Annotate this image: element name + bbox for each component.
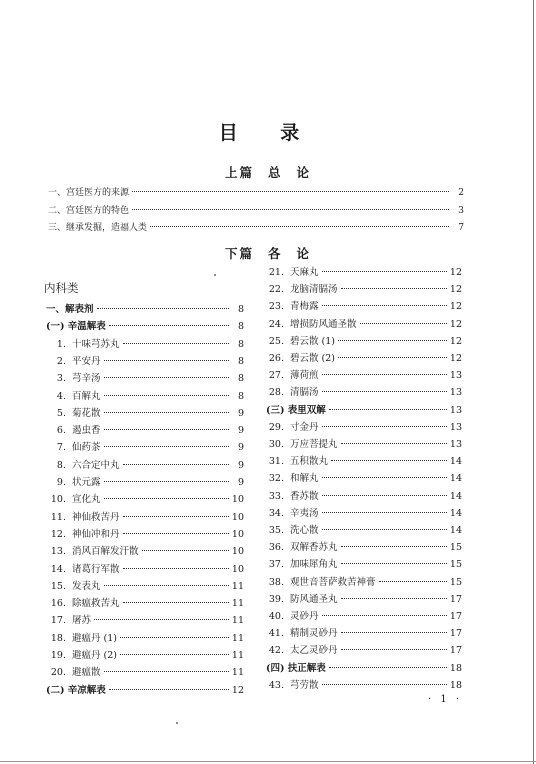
entry-page: 8: [237, 304, 244, 315]
dot-leader: [104, 429, 229, 430]
entry-number: 30.: [268, 439, 284, 450]
entry-label: 消风百解发汗散: [72, 546, 139, 558]
entry-page: 12: [449, 318, 462, 330]
entry-label: 发表丸: [72, 580, 101, 592]
entry-page: 8: [237, 373, 244, 385]
upper-heading-part: 上篇: [224, 165, 254, 180]
entry-label: (四) 扶正解表: [266, 662, 326, 674]
dot-leader: [341, 598, 447, 599]
entry-page: 12: [231, 684, 244, 696]
toc-entry: [268, 541, 462, 555]
dot-leader: [322, 495, 447, 496]
toc-entry: [46, 684, 244, 698]
dot-leader: [322, 477, 447, 478]
entry-number: 7.: [56, 442, 66, 454]
dot-leader: [379, 581, 447, 582]
dot-leader: [322, 271, 447, 272]
entry-number: 21.: [268, 267, 284, 278]
entry-number: 15.: [50, 580, 66, 592]
entry-number: 36.: [268, 542, 284, 554]
entry-label: 二、宫廷医方的特色: [48, 205, 130, 216]
dot-leader: [104, 481, 229, 482]
entry-page: 17: [449, 645, 462, 657]
entry-label: 太乙灵砂丹: [290, 645, 338, 657]
toc-entry: [50, 424, 244, 438]
entry-label: 避瘟丹 (2): [72, 650, 117, 661]
toc-entry: [48, 221, 464, 235]
category-label: 内科类: [44, 281, 79, 295]
entry-label: 百解丸: [72, 390, 101, 402]
toc-entry: [268, 283, 462, 297]
entry-number: 28.: [268, 387, 284, 399]
dot-leader: [142, 550, 229, 551]
entry-number: 5.: [56, 407, 66, 419]
entry-page: 7: [458, 223, 464, 233]
entry-number: 23.: [268, 301, 284, 313]
toc-entry: [50, 511, 244, 525]
toc-entry: [268, 369, 462, 383]
entry-page: 10: [231, 494, 244, 506]
dot-leader: [120, 654, 229, 655]
entry-number: 12.: [50, 528, 66, 540]
toc-entry: [268, 335, 462, 349]
dot-leader: [123, 343, 229, 344]
entry-number: 35.: [268, 525, 284, 536]
dot-leader: [322, 512, 447, 513]
entry-number: 31.: [268, 456, 284, 468]
dot-leader: [341, 288, 447, 289]
entry-page: 17: [449, 593, 462, 605]
entry-label: 清膈汤: [290, 387, 319, 399]
entry-page: 11: [231, 598, 244, 610]
entry-label: 菊花散: [72, 407, 101, 419]
lower-section-heading: [0, 244, 536, 262]
entry-number: 22.: [268, 284, 284, 296]
toc-entry: [268, 644, 462, 658]
entry-label: 除瘟救苦丸: [72, 598, 120, 610]
entry-number: 6.: [56, 425, 66, 437]
toc-entry: [268, 679, 462, 693]
entry-label: (二) 辛凉解表: [46, 684, 106, 696]
entry-label: 宣化丸: [72, 494, 101, 506]
toc-entry: [268, 352, 462, 366]
entry-page: 14: [449, 525, 462, 536]
entry-page: 11: [231, 580, 244, 592]
toc-entry: [268, 421, 462, 435]
entry-page: 14: [449, 507, 462, 519]
entry-page: 8: [237, 390, 244, 402]
entry-number: 42.: [268, 645, 284, 657]
toc-entry: [50, 493, 244, 507]
toc-entry: [50, 545, 244, 559]
entry-number: 17.: [50, 615, 66, 627]
entry-label: 芎劳散: [290, 679, 319, 691]
entry-label: 洗心散: [290, 525, 319, 536]
entry-number: 1.: [56, 338, 66, 350]
toc-entry: [268, 558, 462, 572]
entry-page: 18: [449, 679, 462, 691]
entry-page: 9: [237, 425, 244, 437]
entry-label: 避瘟丹 (1): [72, 632, 117, 644]
entry-number: 40.: [268, 611, 284, 622]
dot-leader: [322, 374, 447, 375]
entry-number: 39.: [268, 593, 284, 605]
toc-entry: [50, 580, 244, 594]
entry-label: 平安丹: [72, 355, 101, 367]
entry-page: 18: [449, 662, 462, 674]
entry-page: 2: [458, 188, 464, 198]
entry-label: 遏虫香: [72, 425, 101, 437]
toc-entry: [268, 627, 462, 641]
toc-entry: [268, 610, 462, 624]
page-edge-bottom: [0, 761, 536, 762]
dot-leader: [338, 340, 447, 341]
entry-label: 薄荷煎: [290, 370, 319, 382]
entry-label: 芎辛汤: [72, 373, 101, 385]
toc-entry: [50, 528, 244, 542]
entry-number: 9.: [56, 477, 66, 488]
entry-label: 寸金丹: [290, 421, 319, 433]
entry-label: 双解香苏丸: [290, 542, 338, 554]
entry-page: 3: [458, 205, 464, 216]
entry-page: 9: [237, 459, 244, 471]
entry-page: 11: [231, 615, 244, 627]
entry-number: 19.: [50, 650, 66, 661]
dot-leader: [132, 209, 449, 210]
toc-entry: [50, 459, 244, 473]
dot-leader: [104, 446, 229, 447]
entry-number: 14.: [50, 563, 66, 575]
dot-leader: [104, 498, 229, 499]
toc-entry: [50, 355, 244, 369]
entry-label: 观世音菩萨救苦神膏: [290, 576, 376, 588]
lower-heading-part: 下篇: [224, 246, 254, 261]
toc-entry: [268, 438, 462, 452]
entry-page: 13: [449, 387, 462, 399]
dot-leader: [329, 409, 447, 410]
toc-entry: [268, 593, 462, 607]
dot-leader: [104, 585, 229, 586]
entry-number: 4.: [56, 390, 66, 402]
entry-page: 13: [449, 439, 462, 450]
entry-label: 万应菩提丸: [290, 439, 338, 450]
dot-leader: [150, 226, 449, 227]
entry-number: 27.: [268, 370, 284, 382]
scan-speck: [176, 722, 178, 724]
dot-leader: [123, 533, 229, 534]
toc-entry: [50, 563, 244, 577]
entry-number: 16.: [50, 598, 66, 610]
entry-page: 15: [449, 576, 462, 588]
toc-entry: [50, 597, 244, 611]
entry-label: 防风通圣丸: [290, 593, 338, 605]
entry-label: 和解丸: [290, 473, 319, 485]
entry-number: 3.: [56, 373, 66, 385]
dot-leader: [104, 671, 229, 672]
entry-label: 神仙救苦丹: [72, 511, 120, 523]
entry-page: 13: [449, 404, 462, 416]
entry-page: 11: [231, 632, 244, 644]
dot-leader: [322, 305, 447, 306]
entry-label: 加味犀角丸: [290, 559, 338, 571]
toc-entry: [48, 204, 464, 218]
entry-page: 9: [237, 477, 244, 488]
entry-label: 辛夷汤: [290, 507, 319, 519]
entry-page: 12: [449, 284, 462, 296]
lower-heading-part: 论: [296, 246, 312, 261]
entry-page: 14: [449, 473, 462, 485]
entry-page: 11: [231, 667, 244, 679]
entry-number: 37.: [268, 559, 284, 571]
toc-entry: [50, 407, 244, 421]
entry-page: 9: [237, 407, 244, 419]
upper-heading-part: 总: [267, 165, 283, 180]
scan-speck: [214, 274, 216, 276]
entry-number: 32.: [268, 473, 284, 485]
entry-page: 15: [449, 542, 462, 554]
dot-leader: [322, 684, 447, 685]
dot-leader: [123, 602, 229, 603]
entry-label: (三) 表里双解: [266, 404, 326, 416]
dot-leader: [104, 395, 229, 396]
dot-leader: [123, 516, 229, 517]
entry-label: 避瘟散: [72, 667, 101, 679]
entry-number: 8.: [56, 459, 66, 471]
entry-page: 10: [231, 511, 244, 523]
entry-label: 天麻丸: [290, 267, 319, 278]
entry-number: 26.: [268, 353, 284, 364]
entry-page: 17: [449, 611, 462, 622]
page-edge-right: [533, 0, 534, 764]
dot-leader: [329, 667, 447, 668]
entry-page: 14: [449, 490, 462, 502]
entry-number: 13.: [50, 546, 66, 558]
dot-leader: [120, 637, 229, 638]
entry-label: 一、解表剂: [46, 304, 94, 315]
toc-entry: [266, 662, 462, 676]
entry-label: 三、继承发掘，造福人类: [48, 223, 148, 233]
entry-label: 六合定中丸: [72, 459, 120, 471]
toc-entry: [268, 524, 462, 538]
entry-label: 龙脑清膈汤: [290, 284, 338, 296]
dot-leader: [338, 357, 447, 358]
dot-leader: [322, 529, 447, 530]
dot-leader: [331, 460, 447, 461]
page-title: 目 录: [218, 122, 318, 144]
toc-entry: [48, 186, 464, 200]
toc-entry: [268, 490, 462, 504]
dot-leader: [341, 546, 447, 547]
entry-page: 12: [449, 353, 462, 364]
toc-entry: [50, 632, 244, 646]
entry-page: 15: [449, 559, 462, 571]
dot-leader: [341, 632, 447, 633]
toc-entry: [50, 338, 244, 352]
toc-entry: [50, 441, 244, 455]
lower-heading-part: 各: [267, 246, 283, 261]
toc-entry: [268, 318, 462, 332]
toc-entry: [50, 666, 244, 680]
dot-leader: [104, 377, 229, 378]
entry-label: 屠苏: [72, 615, 92, 627]
toc-entry: [268, 472, 462, 486]
page-number: · 1 ·: [428, 694, 463, 705]
toc-entry: [266, 404, 462, 418]
entry-page: 10: [231, 528, 244, 540]
entry-number: 43.: [268, 679, 284, 691]
entry-label: 仙药茶: [72, 442, 101, 454]
entry-page: 10: [231, 546, 244, 558]
entry-label: 一、宫廷医方的来源: [48, 188, 130, 198]
entry-label: 碧云散 (1): [290, 335, 335, 347]
entry-label: 香苏散: [290, 490, 319, 502]
dot-leader: [104, 360, 229, 361]
entry-number: 20.: [50, 667, 66, 679]
toc-entry: [268, 455, 462, 469]
entry-page: 9: [237, 442, 244, 454]
dot-leader: [341, 443, 447, 444]
entry-number: 2.: [56, 355, 66, 367]
dot-leader: [123, 464, 229, 465]
dot-leader: [322, 426, 447, 427]
entry-page: 8: [237, 338, 244, 350]
entry-page: 13: [449, 421, 462, 433]
entry-number: 18.: [50, 632, 66, 644]
entry-label: 五积散丸: [290, 456, 329, 468]
dot-leader: [97, 308, 229, 309]
dot-leader: [132, 191, 449, 192]
entry-number: 41.: [268, 628, 284, 640]
toc-entry: [50, 614, 244, 628]
dot-leader: [109, 689, 229, 690]
entry-label: 碧云散 (2): [290, 353, 335, 364]
entry-label: 十味芎苏丸: [72, 338, 120, 350]
toc-entry: [50, 390, 244, 404]
entry-number: 33.: [268, 490, 284, 502]
entry-page: 14: [449, 456, 462, 468]
entry-number: 10.: [50, 494, 66, 506]
entry-number: 24.: [268, 318, 284, 330]
dot-leader: [341, 563, 447, 564]
dot-leader: [123, 568, 229, 569]
entry-number: 34.: [268, 507, 284, 519]
entry-page: 12: [449, 335, 462, 347]
entry-label: 状元露: [72, 477, 101, 488]
entry-page: 12: [449, 267, 462, 278]
toc-entry: [268, 507, 462, 521]
entry-number: 25.: [268, 335, 284, 347]
toc-entry: [268, 576, 462, 590]
entry-page: 11: [231, 650, 244, 661]
entry-page: 13: [449, 370, 462, 382]
entry-page: 8: [237, 321, 244, 333]
entry-label: 青梅露: [290, 301, 319, 313]
entry-label: 诸葛行军散: [72, 563, 120, 575]
dot-leader: [104, 412, 229, 413]
upper-heading-part: 论: [296, 165, 312, 180]
entry-page: 12: [449, 301, 462, 313]
entry-label: 精制灵砂丹: [290, 628, 338, 640]
toc-entry: [46, 320, 244, 334]
toc-entry: [50, 372, 244, 386]
entry-label: 灵砂丹: [290, 611, 319, 622]
toc-entry: [268, 266, 462, 280]
entry-label: 神仙冲和丹: [72, 528, 120, 540]
entry-number: 11.: [50, 511, 66, 523]
entry-number: 38.: [268, 576, 284, 588]
dot-leader: [341, 649, 447, 650]
dot-leader: [360, 323, 447, 324]
toc-entry: [50, 476, 244, 490]
dot-leader: [109, 325, 229, 326]
entry-label: 增损防风通圣散: [290, 318, 357, 330]
dot-leader: [94, 619, 229, 620]
dot-leader: [322, 391, 447, 392]
entry-page: 17: [449, 628, 462, 640]
entry-page: 8: [237, 355, 244, 367]
entry-label: (一) 辛温解表: [46, 321, 106, 333]
toc-entry: [268, 386, 462, 400]
toc-entry: [46, 303, 244, 317]
upper-section-heading: [0, 163, 536, 181]
dot-leader: [322, 615, 447, 616]
entry-number: 29.: [268, 421, 284, 433]
entry-page: 10: [231, 563, 244, 575]
toc-entry: [50, 649, 244, 663]
toc-entry: [268, 300, 462, 314]
